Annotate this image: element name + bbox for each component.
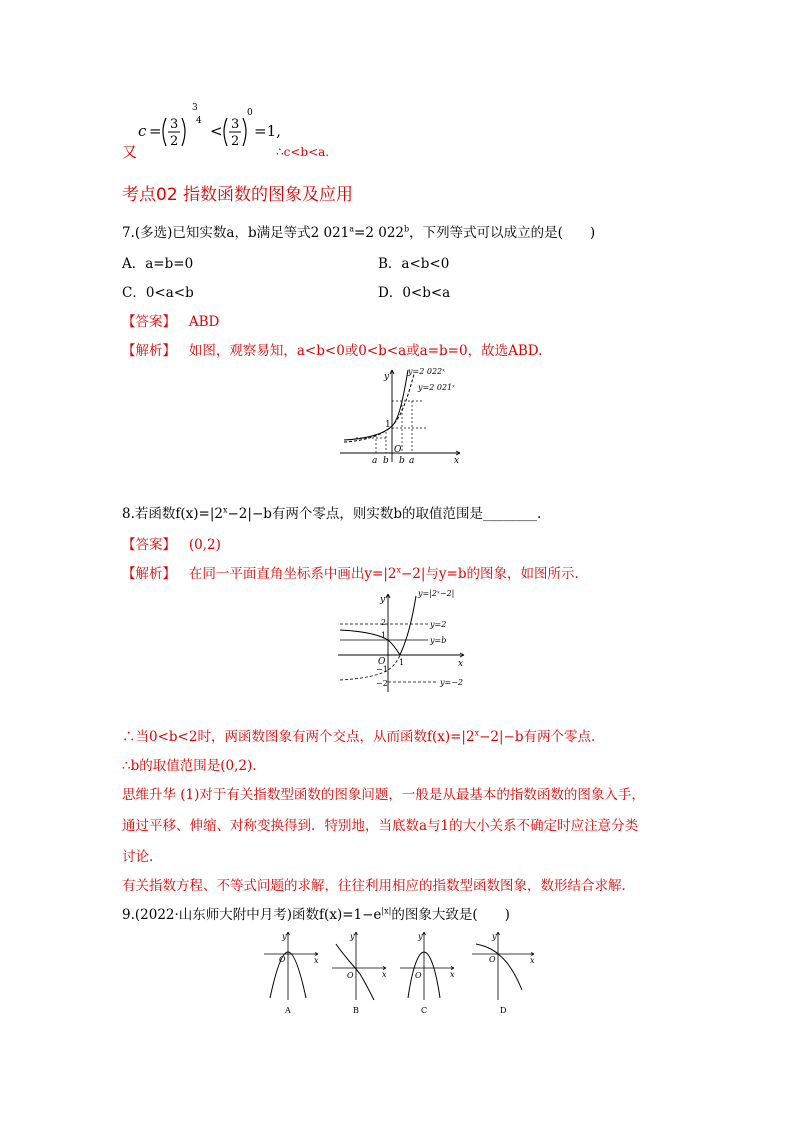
- q9b-caption: B: [353, 1006, 359, 1015]
- q9d-x: x: [530, 956, 535, 965]
- q7-stem-sup-a: a: [349, 224, 355, 234]
- q8-tick-neg2: −2: [376, 679, 388, 688]
- q8-analysis-line: [122, 565, 579, 583]
- q9a-caption: A: [285, 1006, 291, 1015]
- q8-conclusion-1: [122, 728, 595, 746]
- formula-exp2: 0: [247, 108, 253, 118]
- q7-tick-b2: b: [399, 456, 405, 466]
- q9b-y: y: [350, 932, 355, 941]
- q7-analysis-line: [122, 342, 542, 360]
- q7-stem-part1: 7.(多选)已知实数a，b满足等式2 021: [122, 225, 350, 241]
- q7-tick-a2: a: [409, 456, 415, 466]
- q7-y-label: y: [384, 372, 390, 382]
- q8-conc1-part1: ∴当0<b<2时，两函数图象有两个交点，从而函数f(x)=|2: [122, 729, 475, 745]
- q9b-o: O: [347, 971, 354, 980]
- q9c-o: O: [415, 971, 422, 980]
- q8-conc1-sup: x: [474, 728, 480, 738]
- q9-graph-d: [470, 930, 540, 1016]
- q8-label-yb: y=b: [430, 636, 447, 645]
- formula-therefore: ∴c<b<a.: [276, 145, 330, 159]
- q9-stem-part2: 的图象大致是( ): [391, 907, 510, 923]
- q9-graph-a: [262, 930, 322, 1016]
- q9a-o: O: [279, 955, 286, 964]
- q8-tick-1: 1: [381, 631, 387, 640]
- formula-eq: =: [149, 122, 162, 140]
- formula-frac2-num: 3: [231, 117, 240, 132]
- q7-one-label: 1: [385, 420, 391, 430]
- q7-stem-part3: ，下列等式可以成立的是( ): [409, 225, 596, 241]
- formula-frac1-den: 2: [170, 134, 179, 149]
- formula-frac1-num: 3: [170, 117, 179, 132]
- formula-exp1-den: 4: [196, 116, 202, 126]
- formula-exp1-num: 3: [192, 103, 198, 113]
- q9c-caption: C: [421, 1006, 428, 1015]
- q7-label-2021: y=2 021ˣ: [418, 383, 455, 392]
- q8-analysis-tag: 【解析】: [122, 566, 176, 582]
- q7-label-2022: y=2 022ˣ: [408, 367, 445, 376]
- q7-answer-tag: 【答案】: [122, 314, 176, 330]
- q8-analysis-sup: x: [396, 565, 401, 575]
- q8-analysis-part2: −2|与y=b的图象，如图所示.: [400, 566, 579, 582]
- q9c-y: y: [418, 932, 423, 941]
- q8-answer-tag: 【答案】: [122, 537, 176, 553]
- q9b-x: x: [382, 970, 387, 979]
- q8-label-y2: y=2: [430, 620, 447, 629]
- q7-exponential-graph: [336, 366, 466, 466]
- thinking-line-4: 有关指数方程、不等式问题的求解，往往利用相应的指数型函数图象，数形结合求解.: [122, 878, 626, 894]
- q7-answer: ABD: [188, 314, 220, 330]
- q8-stem: [122, 505, 541, 523]
- q8-stem-part2: −2|−b有两个零点，则实数b的取值范围是________.: [227, 506, 542, 522]
- q8-abs-exponential-graph: [336, 588, 476, 698]
- q8-origin: O: [378, 657, 386, 667]
- q9a-x: x: [314, 956, 319, 965]
- q8-tick-neg1: −1: [376, 665, 388, 674]
- thinking-line-3: 讨论.: [122, 849, 154, 865]
- q8-conclusion-2: ∴b的取值范围是(0,2).: [122, 758, 257, 774]
- q9a-y: y: [282, 932, 287, 941]
- q8-label-yneg2: y=−2: [440, 678, 464, 687]
- q8-label-abs: y=|2ˣ−2|: [418, 589, 455, 598]
- q8-answer: (0,2): [188, 537, 221, 553]
- q7-x-label: x: [454, 456, 460, 466]
- q8-y-label: y: [380, 595, 386, 605]
- q7-origin: O: [394, 445, 402, 455]
- formula-rhs: =1,: [254, 122, 281, 140]
- q7-analysis: 如图，观察易知，a<b<0或0<b<a或a=b=0，故选ABD.: [188, 343, 543, 359]
- thinking-line-1: 思维升华 (1)对于有关指数型函数的图象问题，一般是从最基本的指数函数的图象入手，: [122, 787, 645, 803]
- q8-conc1-part2: −2|−b有两个零点.: [479, 729, 596, 745]
- formula-frac2-den: 2: [231, 134, 240, 149]
- q8-tick-2: 2: [381, 618, 387, 627]
- q7-answer-line: [122, 313, 219, 331]
- formula-you: 又: [122, 143, 138, 161]
- q7-tick-a1: a: [372, 456, 378, 466]
- q9-stem: [122, 906, 510, 924]
- q7-stem-sup-b: b: [404, 224, 410, 234]
- q7-stem: [122, 224, 595, 242]
- q9d-y: y: [492, 932, 497, 941]
- q7-option-c: C．0<a<b: [122, 285, 194, 301]
- q9-stem-part1: 9.(2022·山东师大附中月考)函数f(x)=1−e: [122, 907, 382, 923]
- q8-analysis-part1: 在同一平面直角坐标系中画出y=|2: [188, 566, 397, 582]
- q9-graph-b: [330, 930, 390, 1016]
- q8-stem-sup: x: [222, 505, 228, 515]
- formula-lt: <: [210, 122, 223, 140]
- q8-answer-line: [122, 536, 221, 554]
- q7-option-a: A．a=b=0: [122, 256, 194, 272]
- section-heading: 考点02 指数函数的图象及应用: [122, 185, 354, 205]
- q7-option-b: B．a<b<0: [378, 256, 450, 272]
- q9c-x: x: [450, 970, 455, 979]
- q9-stem-sup: |x|: [381, 906, 392, 916]
- q7-stem-part2: =2 022: [354, 225, 405, 241]
- q7-analysis-tag: 【解析】: [122, 343, 176, 359]
- q9d-caption: D: [500, 1006, 507, 1015]
- q9-graph-c: [398, 930, 458, 1016]
- thinking-line-2: 通过平移、伸缩、对称变换得到．特别地，当底数a与1的大小关系不确定时应注意分类: [122, 818, 639, 834]
- q7-tick-b1: b: [383, 456, 389, 466]
- q8-tick-x1: 1: [399, 658, 405, 667]
- q7-option-d: D．0<b<a: [378, 285, 451, 301]
- q8-stem-part1: 8.若函数f(x)=|2: [122, 506, 223, 522]
- q8-x-label: x: [458, 659, 464, 669]
- q9d-o: O: [489, 955, 496, 964]
- formula-c: c: [138, 122, 147, 140]
